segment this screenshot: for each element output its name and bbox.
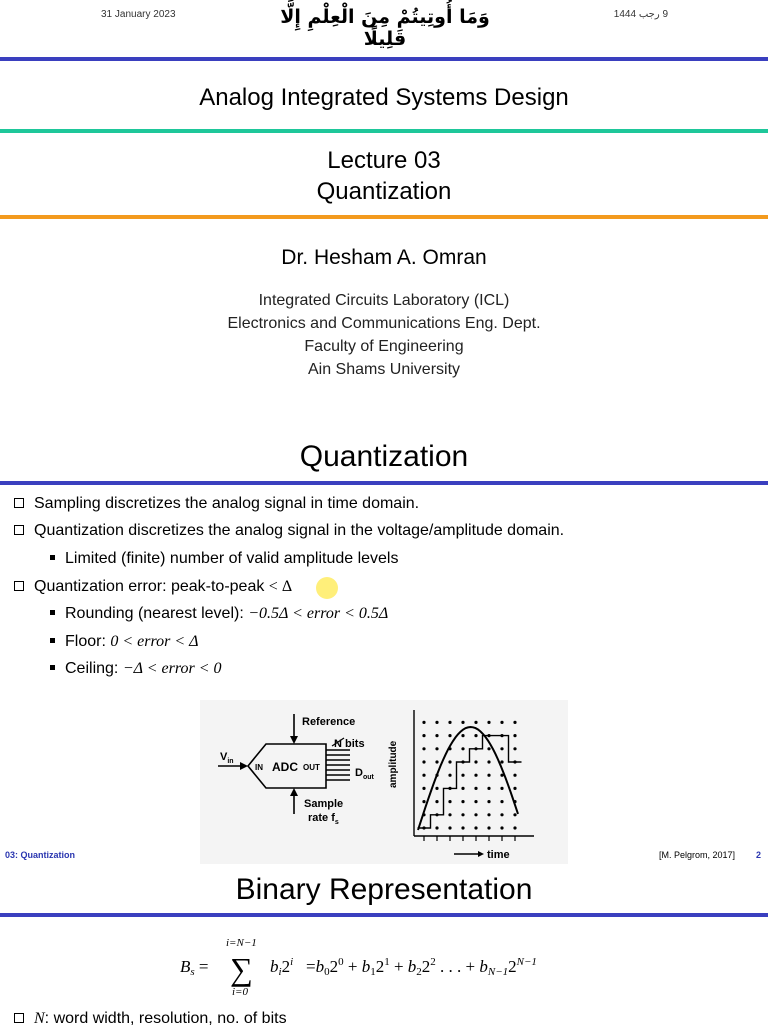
slide-title: Binary Representation bbox=[235, 873, 533, 906]
grid-dot bbox=[487, 813, 490, 816]
sub-bullet bbox=[50, 605, 388, 623]
checkbox-bullet-icon bbox=[14, 525, 24, 535]
grid-dot bbox=[422, 734, 425, 737]
lecture-number: Lecture 03 bbox=[327, 147, 441, 174]
grid-dot bbox=[474, 813, 477, 816]
grid-dot bbox=[513, 747, 516, 750]
time-axis-label: time bbox=[487, 849, 510, 861]
grid-dot bbox=[513, 734, 516, 737]
grid-dot bbox=[513, 813, 516, 816]
bullet-text: Rounding (nearest level): bbox=[65, 605, 244, 622]
bullet-text: Quantization error: peak-to-peak bbox=[34, 578, 265, 595]
amplitude-axis-label: amplitude bbox=[388, 740, 399, 788]
grid-dot bbox=[435, 721, 438, 724]
arrow-icon bbox=[290, 736, 298, 744]
grid-dot bbox=[422, 774, 425, 777]
sub-bullet bbox=[50, 633, 199, 651]
adc-figure-svg bbox=[200, 700, 568, 864]
grid-dot bbox=[461, 734, 464, 737]
bullet bbox=[14, 522, 564, 540]
grid-dot bbox=[435, 800, 438, 803]
orange-rule bbox=[0, 215, 768, 219]
affiliation-line: Ain Shams University bbox=[307, 361, 461, 378]
header-date: 31 January 2023 bbox=[101, 9, 176, 20]
math-symbol: N bbox=[34, 1010, 45, 1027]
grid-dot bbox=[461, 787, 464, 790]
affiliation-line: Electronics and Communications Eng. Dept. bbox=[227, 315, 541, 332]
svg-text:Bs =: Bs = bbox=[180, 957, 209, 978]
grid-dot bbox=[474, 800, 477, 803]
grid-dot bbox=[461, 721, 464, 724]
grid-dot bbox=[461, 774, 464, 777]
bullet bbox=[14, 495, 419, 513]
header-arabic-verse: وَمَا أُوتِيتُمْ مِنَ الْعِلْمِ إِلَّا قَلِيلًا bbox=[280, 6, 490, 50]
svg-text:bi2i: bi2$^i$ bbox=[270, 956, 294, 978]
output-bus bbox=[326, 750, 350, 780]
bullet-text: Sampling discretizes the analog signal in time domain. bbox=[34, 495, 420, 512]
grid-dot bbox=[500, 800, 503, 803]
grid-dot bbox=[448, 800, 451, 803]
header-hijri-date: 9 رجب 1444 bbox=[613, 9, 668, 20]
footer-section: 03: Quantization bbox=[5, 850, 76, 860]
checkbox-bullet-icon bbox=[14, 498, 24, 508]
course-title: Analog Integrated Systems Design bbox=[199, 84, 569, 111]
grid-dot bbox=[422, 760, 425, 763]
arrow-icon bbox=[240, 762, 248, 770]
grid-dot bbox=[513, 826, 516, 829]
footer-citation: [M. Pelgrom, 2017] bbox=[659, 850, 736, 860]
grid-dot bbox=[422, 721, 425, 724]
grid-dot bbox=[500, 747, 503, 750]
nbits-label: N bits bbox=[334, 738, 365, 750]
svg-text:=b020 + b121 + b222 . . . + bN: $=b02^0 + b12^1 + b22^2$ . . . + $bN-12^{N-1}$ bbox=[306, 956, 537, 978]
delta-highlight-circle bbox=[316, 577, 338, 599]
grid-dot bbox=[422, 800, 425, 803]
bullet-text: Ceiling: bbox=[65, 660, 119, 677]
grid-dot bbox=[500, 787, 503, 790]
math-expression: −0.5Δ < error < 0.5Δ bbox=[248, 605, 389, 622]
grid-dot bbox=[435, 760, 438, 763]
grid-dot bbox=[435, 747, 438, 750]
bullet bbox=[14, 578, 292, 596]
blue-rule bbox=[0, 913, 768, 917]
adc-figure bbox=[200, 700, 568, 864]
grid-dot bbox=[500, 813, 503, 816]
sample-rate-label: rate $f_s$ bbox=[308, 812, 339, 826]
grid-dot bbox=[422, 787, 425, 790]
grid-dot bbox=[448, 721, 451, 724]
page-number: 2 bbox=[756, 850, 762, 860]
bullet bbox=[14, 1010, 287, 1028]
grid-dot bbox=[448, 760, 451, 763]
grid-dot bbox=[422, 747, 425, 750]
grid-dot bbox=[474, 760, 477, 763]
grid-dot bbox=[474, 826, 477, 829]
grid-dot bbox=[461, 826, 464, 829]
grid-dot bbox=[500, 826, 503, 829]
author-name: Dr. Hesham A. Omran bbox=[281, 246, 487, 269]
grid-dot bbox=[487, 787, 490, 790]
grid-dot bbox=[487, 760, 490, 763]
bullet-text: Floor: bbox=[65, 633, 106, 650]
grid-dot bbox=[461, 813, 464, 816]
sub-bullet bbox=[50, 660, 222, 678]
blue-rule bbox=[0, 57, 768, 61]
affiliation-block bbox=[0, 289, 768, 381]
teal-rule bbox=[0, 129, 768, 133]
delta-highlight: < Δ bbox=[268, 578, 293, 595]
grid-dot bbox=[513, 787, 516, 790]
affiliation-line: Faculty of Engineering bbox=[304, 338, 464, 355]
grid-dot bbox=[487, 826, 490, 829]
math-expression: −Δ < error < 0 bbox=[122, 660, 222, 677]
grid-dot bbox=[448, 826, 451, 829]
bullet-text: Limited (finite) number of valid amplitude levels bbox=[65, 550, 399, 567]
out-port-label: OUT bbox=[303, 763, 320, 772]
square-bullet-icon bbox=[50, 555, 55, 560]
grid-dot bbox=[435, 787, 438, 790]
math-expression: 0 < error < Δ bbox=[110, 633, 199, 650]
svg-text:∑: ∑ bbox=[230, 951, 253, 987]
grid-dot bbox=[474, 774, 477, 777]
grid-dot bbox=[461, 747, 464, 750]
grid-dot bbox=[474, 721, 477, 724]
square-bullet-icon bbox=[50, 610, 55, 615]
grid-dot bbox=[487, 747, 490, 750]
grid-dot bbox=[448, 774, 451, 777]
sub-bullet bbox=[50, 550, 398, 568]
grid-dot bbox=[513, 721, 516, 724]
bullet-text: : word width, resolution, no. of bits bbox=[44, 1010, 287, 1027]
adc-label: ADC bbox=[272, 760, 298, 774]
sample-label: Sample bbox=[304, 798, 344, 810]
grid-dot bbox=[435, 734, 438, 737]
checkbox-bullet-icon bbox=[14, 1013, 24, 1023]
grid-dot bbox=[474, 734, 477, 737]
square-bullet-icon bbox=[50, 638, 55, 643]
vin-label: $V_{in}$ bbox=[220, 751, 234, 765]
square-bullet-icon bbox=[50, 665, 55, 670]
arrow-icon bbox=[290, 788, 298, 796]
time-ticks bbox=[424, 836, 515, 841]
blue-rule bbox=[0, 481, 768, 485]
slide-title: Quantization bbox=[299, 440, 469, 473]
grid-dot bbox=[513, 774, 516, 777]
binary-formula-svg bbox=[180, 936, 600, 998]
affiliation-line: Integrated Circuits Laboratory (ICL) bbox=[258, 292, 510, 309]
checkbox-bullet-icon bbox=[14, 581, 24, 591]
grid-dot bbox=[500, 760, 503, 763]
binary-formula bbox=[180, 936, 600, 998]
in-port-label: IN bbox=[255, 763, 263, 772]
grid-dot bbox=[448, 813, 451, 816]
svg-text:i=N−1: i=N−1 bbox=[226, 937, 257, 949]
svg-text:i=0: i=0 bbox=[232, 986, 248, 998]
grid-dot bbox=[500, 721, 503, 724]
grid-dot bbox=[487, 721, 490, 724]
grid-dot bbox=[448, 734, 451, 737]
reference-label: Reference bbox=[302, 716, 356, 728]
bullet-text: Quantization discretizes the analog signal in the voltage/amplitude domain. bbox=[34, 522, 565, 539]
grid-dot bbox=[435, 826, 438, 829]
lecture-topic: Quantization bbox=[316, 178, 452, 205]
dout-label: $D_{out}$ bbox=[355, 767, 374, 781]
grid-dot bbox=[487, 774, 490, 777]
grid-dot bbox=[461, 800, 464, 803]
arrow-icon bbox=[478, 851, 484, 857]
grid-dot bbox=[474, 787, 477, 790]
grid-dot bbox=[487, 800, 490, 803]
